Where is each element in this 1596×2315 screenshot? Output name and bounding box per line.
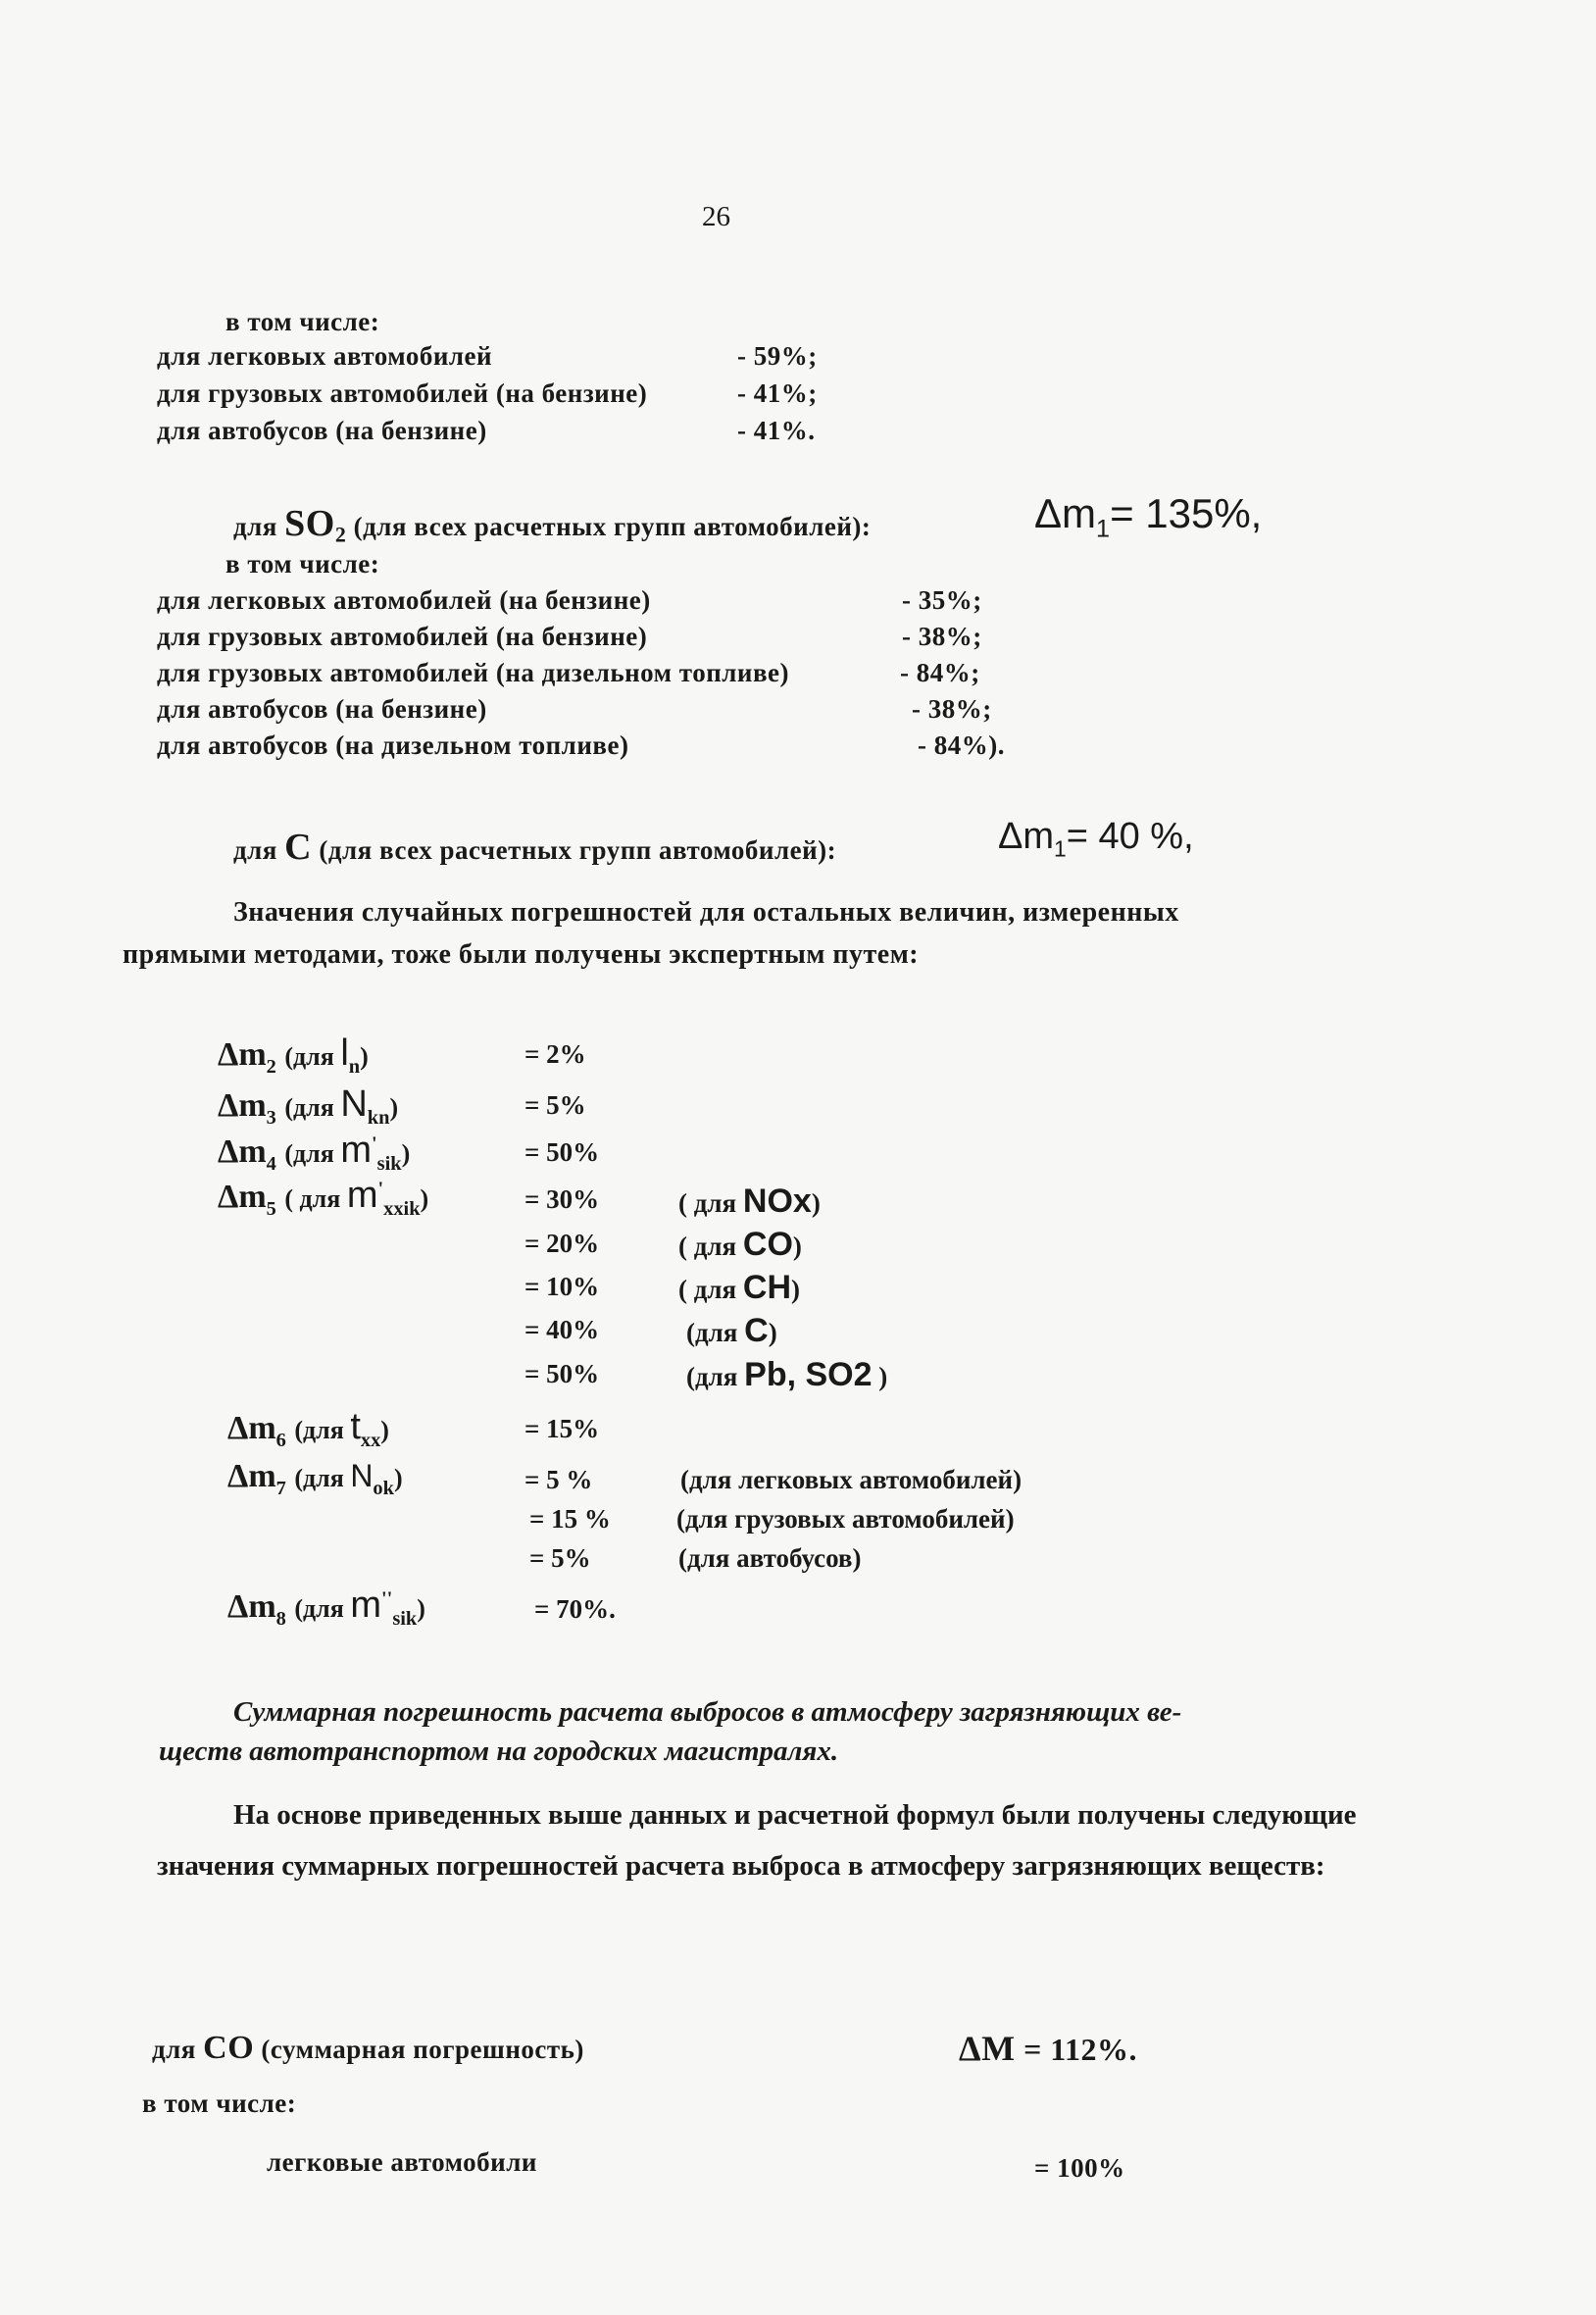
- formula-note: (для грузовых автомобилей): [676, 1504, 1015, 1534]
- formula-value: = 70%.: [534, 1594, 616, 1624]
- formula-label: $\Delta m_7$ (для $N_{ok}$): [227, 1458, 403, 1499]
- formula-value: = 30%: [524, 1184, 600, 1214]
- formula-note: (для легковых автомобилей): [680, 1465, 1022, 1494]
- formula-value: = 40%: [524, 1315, 600, 1344]
- formula-value: = 50%: [524, 1359, 600, 1388]
- co-result: ΔM = 112%.: [959, 2029, 1138, 2068]
- formula-value: = 15 %: [529, 1504, 611, 1534]
- formula-value: = 20%: [524, 1229, 600, 1258]
- formula-label: $\Delta m_2$ (для $l_n$): [218, 1032, 369, 1078]
- page-number: 26: [702, 201, 730, 232]
- row-value: - 35%;: [902, 585, 982, 615]
- row-value: - 84%).: [918, 730, 1005, 760]
- section-paragraph: На основе приведенных выше данных и расчетной формул были получены следующие значения суммарных погрешностей расчета выброса в атмосферу загрязняющих веществ:: [157, 1799, 1357, 1882]
- formula-value: = 15%: [524, 1414, 600, 1443]
- formula-value: = 10%: [524, 1272, 600, 1301]
- co-heading: для CO (суммарная погрешность): [152, 2030, 584, 2066]
- formula-note: ( для CO): [678, 1226, 802, 1263]
- row-label: для грузовых автомобилей (на бензине): [157, 378, 648, 408]
- formula-note: (для автобусов): [678, 1543, 862, 1573]
- row-label: для автобусов (на бензине): [157, 416, 487, 445]
- section-title-line1: Суммарная погрешность расчета выбросов в атмосферу загрязняющих ве-: [233, 1696, 1182, 1728]
- so2-result: $\Delta m_1= 135\%$,: [1034, 490, 1263, 543]
- formula-label: $\Delta m_6$ (для $t_{xx}$): [227, 1406, 389, 1451]
- row-value: - 41%;: [737, 378, 818, 408]
- formula-value: = 5%: [524, 1090, 586, 1120]
- row-label: для грузовых автомобилей (на бензине): [157, 622, 648, 651]
- row-value: - 38%;: [912, 694, 992, 724]
- formula-note: ( для CH): [678, 1269, 801, 1306]
- formula-label: $\Delta m_8$ (для $m''_{sik}$): [227, 1585, 425, 1630]
- formula-note: (для C): [686, 1312, 777, 1349]
- random-errors-line2: прямыми методами, тоже были получены экспертным путем:: [123, 939, 920, 970]
- formula-value: = 5%: [529, 1543, 591, 1573]
- row-label: для автобусов (на бензине): [157, 694, 487, 724]
- formula-note: (для Pb, SO2 ): [686, 1356, 888, 1393]
- intro-text: в том числе:: [225, 307, 380, 336]
- formula-value: = 5 %: [524, 1465, 593, 1494]
- row-value: = 100%: [1034, 2153, 1125, 2183]
- so2-heading: для $SO_2$ (для всех расчетных групп автомобилей):: [233, 503, 872, 547]
- section-title-line2: ществ автотранспортом на городских магистралях.: [159, 1736, 839, 1767]
- carbon-result: $\Delta m_1= 40$ %,: [998, 816, 1194, 862]
- formula-label: $\Delta m_4$ (для $m'_{sik}$): [218, 1130, 411, 1175]
- formula-value: = 50%: [524, 1137, 600, 1167]
- intro-text: в том числе:: [142, 2089, 297, 2118]
- formula-label: $\Delta m_3$ (для $N_{kn}$): [218, 1083, 399, 1129]
- carbon-heading: для C (для всех расчетных групп автомобилей):: [233, 827, 837, 868]
- row-label: для автобусов (на дизельном топливе): [157, 730, 629, 760]
- intro-text: в том числе:: [225, 549, 380, 579]
- formula-label: $\Delta m_5$ ( для $m'_{xxik}$): [218, 1175, 429, 1220]
- formula-value: = 2%: [524, 1039, 586, 1069]
- row-value: - 38%;: [902, 622, 982, 651]
- row-label: для легковых автомобилей (на бензине): [157, 585, 651, 615]
- row-value: - 41%.: [737, 416, 816, 445]
- row-label: для легковых автомобилей: [157, 341, 493, 371]
- random-errors-line1: Значения случайных погрешностей для остальных величин, измеренных: [233, 897, 1179, 928]
- row-value: - 84%;: [900, 658, 980, 687]
- formula-note: ( для NOx): [678, 1183, 821, 1220]
- row-label: легковые автомобили: [267, 2147, 537, 2177]
- row-value: - 59%;: [737, 341, 818, 371]
- row-label: для грузовых автомобилей (на дизельном топливе): [157, 658, 790, 687]
